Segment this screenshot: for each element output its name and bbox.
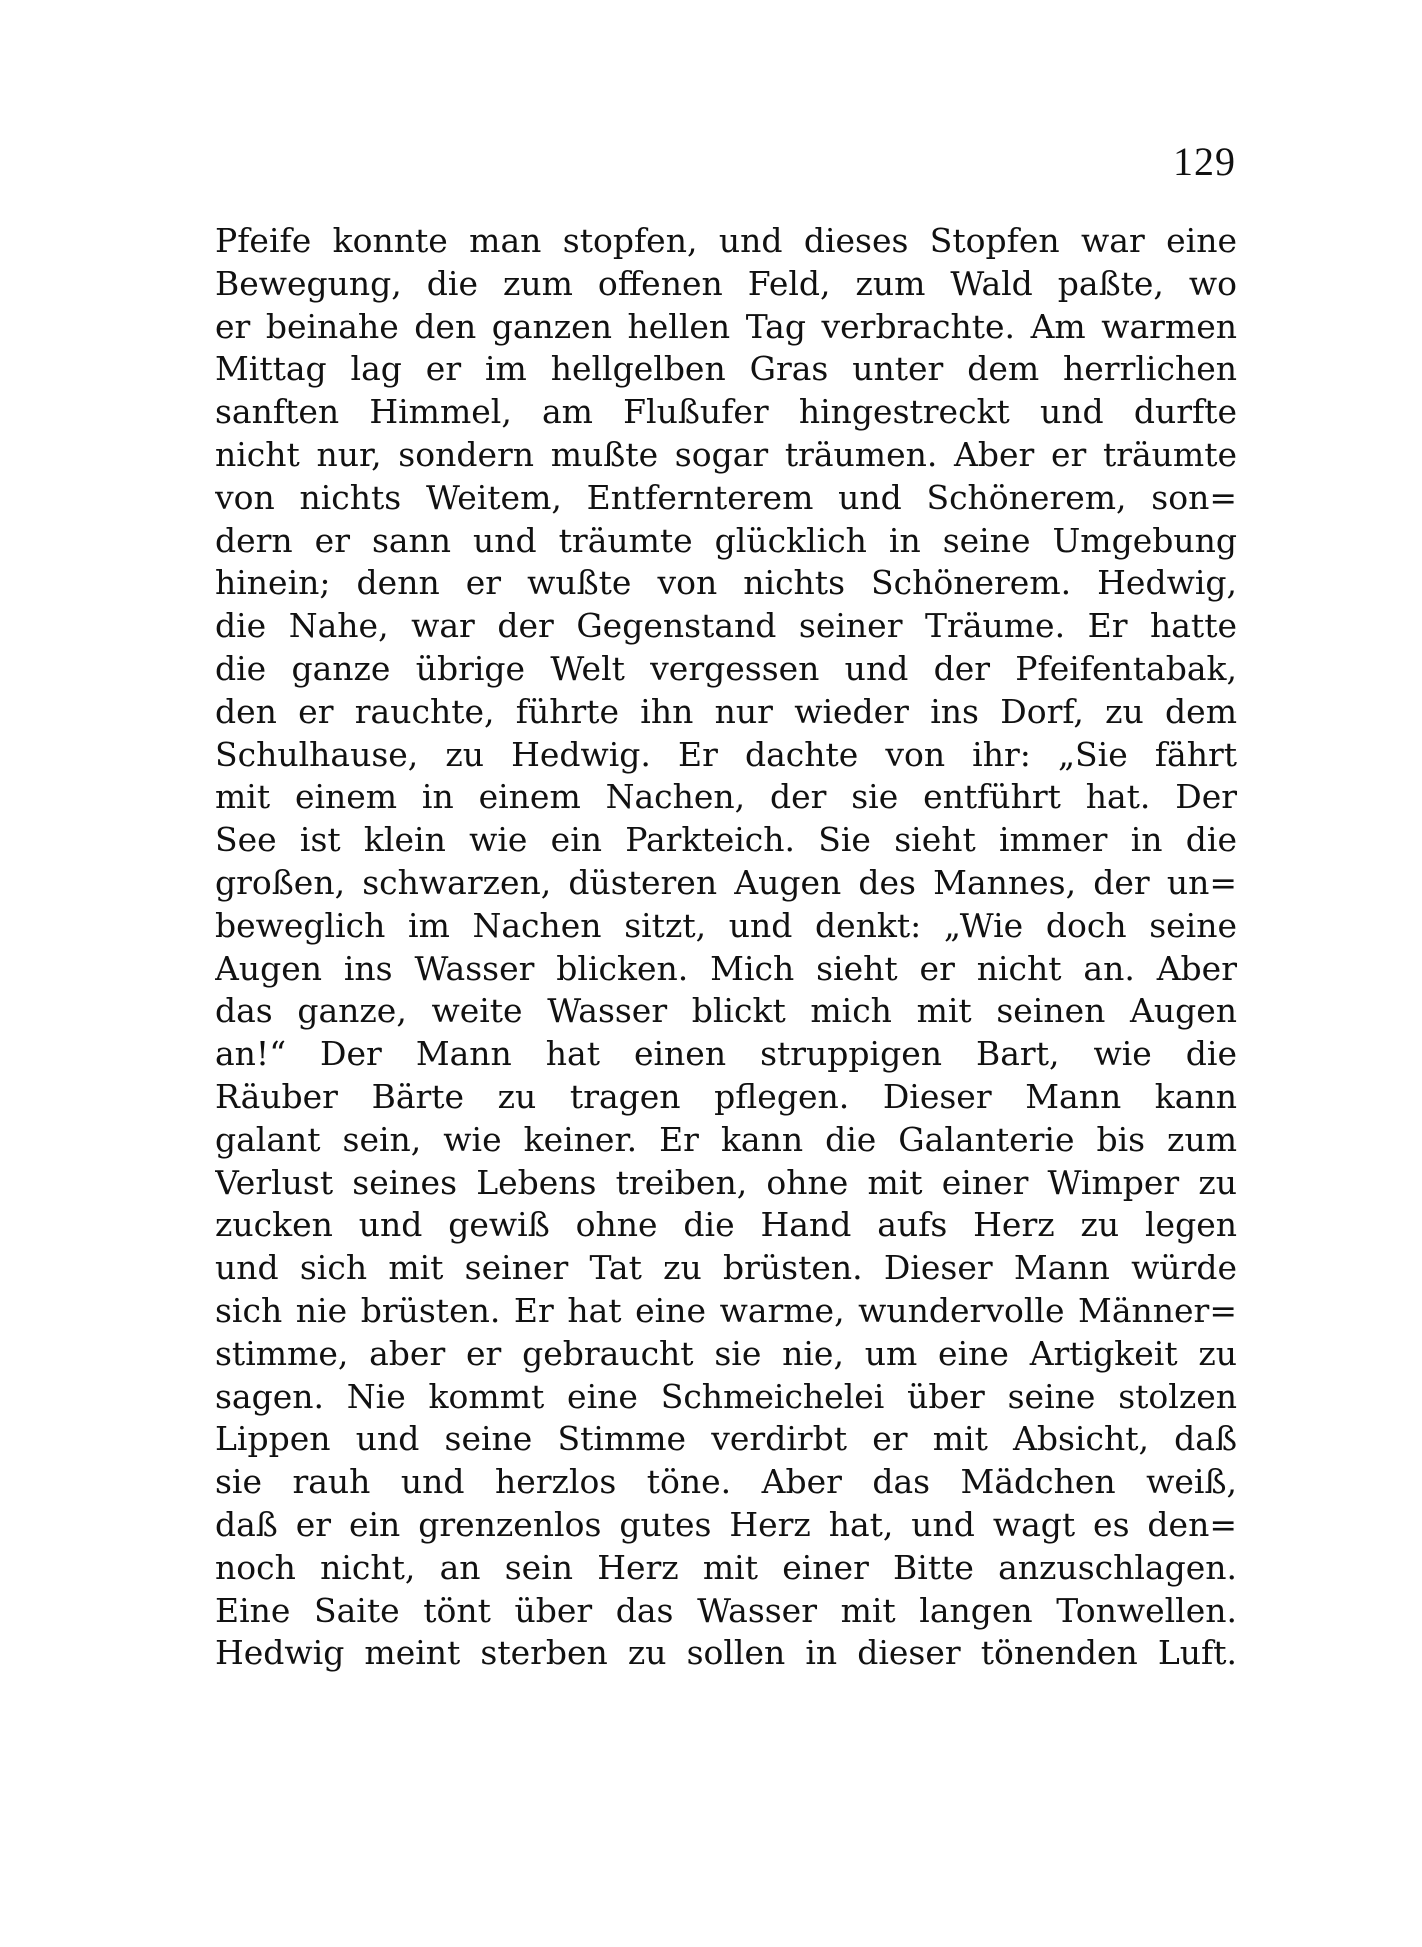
- text-line: Lippen und seine Stimme verdirbt er mit Absicht, daß: [215, 1419, 1237, 1459]
- text-line: stimme, aber er gebraucht sie nie, um eine Artigkeit zu: [215, 1333, 1237, 1373]
- text-line: sanften Himmel, am Flußufer hingestreckt und durfte: [215, 392, 1237, 432]
- text-line: zucken und gewiß ohne die Hand aufs Herz zu legen: [215, 1205, 1237, 1245]
- text-line: von nichts Weitem, Entfernterem und Schönerem, son=: [215, 477, 1237, 517]
- text-line: Augen ins Wasser blicken. Mich sieht er nicht an. Aber: [215, 948, 1237, 988]
- text-line: und sich mit seiner Tat zu brüsten. Dieser Mann würde: [215, 1248, 1237, 1288]
- text-line: sich nie brüsten. Er hat eine warme, wundervolle Männer=: [215, 1290, 1237, 1330]
- text-line: mit einem in einem Nachen, der sie entführt hat. Der: [215, 777, 1237, 817]
- text-line: See ist klein wie ein Parkteich. Sie sieht immer in die: [215, 820, 1237, 860]
- text-line: Hedwig meint sterben zu sollen in dieser tönenden Luft.: [215, 1633, 1237, 1673]
- text-line: sie rauh und herzlos töne. Aber das Mädchen weiß,: [215, 1462, 1237, 1502]
- text-line: Räuber Bärte zu tragen pflegen. Dieser Mann kann: [215, 1076, 1237, 1116]
- text-line: galant sein, wie keiner. Er kann die Galanterie bis zum: [215, 1119, 1237, 1159]
- text-line: Pfeife konnte man stopfen, und dieses Stopfen war eine: [215, 221, 1237, 260]
- text-line: sagen. Nie kommt eine Schmeichelei über seine stolzen: [215, 1376, 1237, 1416]
- text-line: großen, schwarzen, düsteren Augen des Mannes, der un=: [215, 862, 1237, 902]
- text-line: Bewegung, die zum offenen Feld, zum Wald paßte, wo: [215, 263, 1237, 303]
- text-line: Eine Saite tönt über das Wasser mit langen Tonwellen.: [215, 1590, 1237, 1630]
- text-line: Mittag lag er im hellgelben Gras unter dem herrlichen: [215, 349, 1237, 389]
- text-line: beweglich im Nachen sitzt, und denkt: „Wie doch seine: [215, 905, 1237, 945]
- text-line: er beinahe den ganzen hellen Tag verbrachte. Am warmen: [215, 306, 1237, 346]
- text-line: Verlust seines Lebens treiben, ohne mit einer Wimper zu: [215, 1162, 1237, 1202]
- text-line: daß er ein grenzenlos gutes Herz hat, und wagt es den=: [215, 1504, 1237, 1544]
- text-line: dern er sann und träumte glücklich in seine Umgebung: [215, 520, 1237, 560]
- text-line: noch nicht, an sein Herz mit einer Bitte anzuschlagen.: [215, 1547, 1237, 1587]
- text-line: den er rauchte, führte ihn nur wieder ins Dorf, zu dem: [215, 691, 1237, 731]
- text-line: hinein; denn er wußte von nichts Schönerem. Hedwig,: [215, 563, 1237, 603]
- text-line: nicht nur, sondern mußte sogar träumen. Aber er träumte: [215, 434, 1237, 474]
- page-number: 129: [1173, 139, 1236, 184]
- text-line: Schulhause, zu Hedwig. Er dachte von ihr: „Sie fährt: [215, 734, 1237, 774]
- text-line: an!“ Der Mann hat einen struppigen Bart, wie die: [215, 1034, 1237, 1074]
- text-line: die ganze übrige Welt vergessen und der Pfeifentabak,: [215, 648, 1237, 688]
- text-line: das ganze, weite Wasser blickt mich mit seinen Augen: [215, 991, 1237, 1031]
- text-line: die Nahe, war der Gegenstand seiner Träume. Er hatte: [215, 606, 1237, 646]
- body-text: [215, 220, 1237, 1675]
